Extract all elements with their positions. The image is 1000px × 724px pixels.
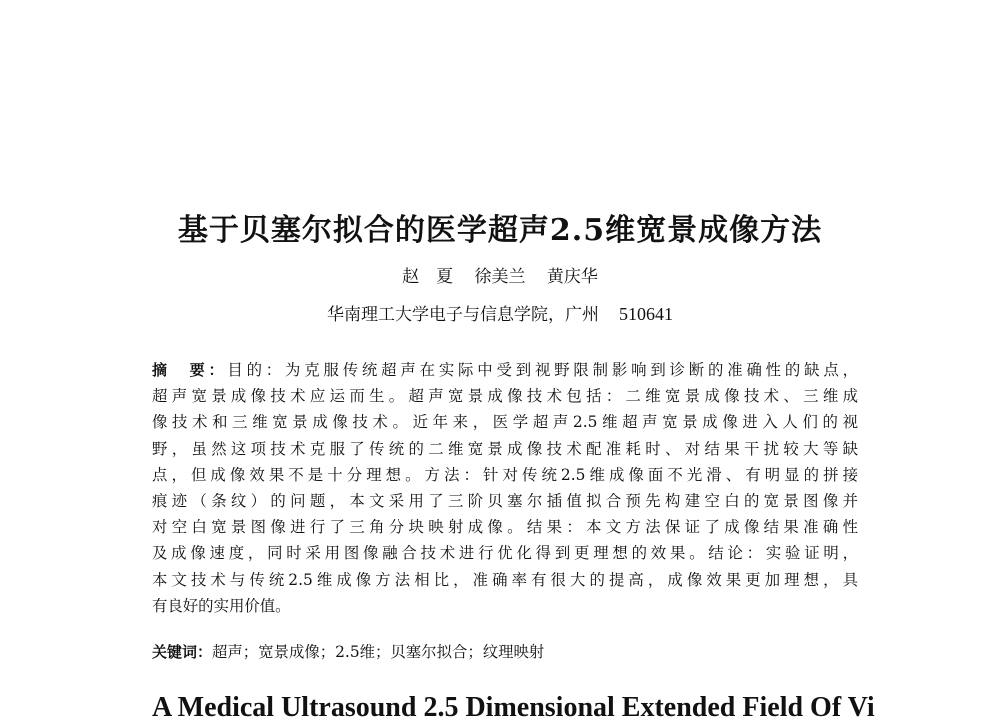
- abstract-line: 本文技术与传统2.5维成像方法相比，准确率有很大的提高，成像效果更加理想，具: [152, 570, 858, 589]
- keywords-label: 关键词：: [152, 643, 213, 661]
- abstract: [152, 357, 858, 619]
- keywords: [152, 640, 858, 662]
- author-name: 黄庆华: [546, 267, 598, 287]
- paper-title: 基于贝塞尔拟合的医学超声2.5维宽景成像方法: [177, 213, 823, 248]
- postcode: 510641: [619, 304, 673, 324]
- abstract-label: 摘 要：: [152, 361, 228, 379]
- abstract-line: 野，虽然这项技术克服了传统的二维宽景成像技术配准耗时、对结果干扰较大等缺: [152, 439, 858, 458]
- english-title: A Medical Ultrasound 2.5 Dimensional Extended Field Of Vi: [152, 692, 875, 723]
- abstract-line: 有良好的实用价值。: [152, 596, 291, 615]
- abstract-line: 对空白宽景图像进行了三角分块映射成像。结果：本文方法保证了成像结果准确性: [152, 518, 858, 537]
- abstract-line: 点，但成像效果不是十分理想。方法：针对传统2.5维成像面不光滑、有明显的拼接: [152, 465, 858, 484]
- keywords-text: 超声；宽景成像；2.5维；贝塞尔拟合；纹理映射: [212, 643, 545, 661]
- abstract-line: 像技术和三维宽景成像技术。近年来，医学超声2.5维超声宽景成像进入人们的视: [152, 413, 858, 432]
- affiliation: [0, 300, 1000, 325]
- author-name: 赵 夏: [402, 267, 454, 287]
- author-name: 徐美兰: [474, 267, 526, 287]
- abstract-line: 超声宽景成像技术应运而生。超声宽景成像技术包括：二维宽景成像技术、三维成: [152, 387, 858, 406]
- abstract-line: 痕迹（条纹）的问题，本文采用了三阶贝塞尔插值拟合预先构建空白的宽景图像并: [152, 491, 858, 510]
- author-list: [0, 262, 1000, 287]
- abstract-line: 及成像速度，同时采用图像融合技术进行优化得到更理想的效果。结论：实验证明，: [152, 544, 858, 563]
- abstract-line: 摘 要：目的：为克服传统超声在实际中受到视野限制影响到诊断的准确性的缺点，: [152, 361, 858, 379]
- affiliation-text: 华南理工大学电子与信息学院，广州: [327, 305, 599, 325]
